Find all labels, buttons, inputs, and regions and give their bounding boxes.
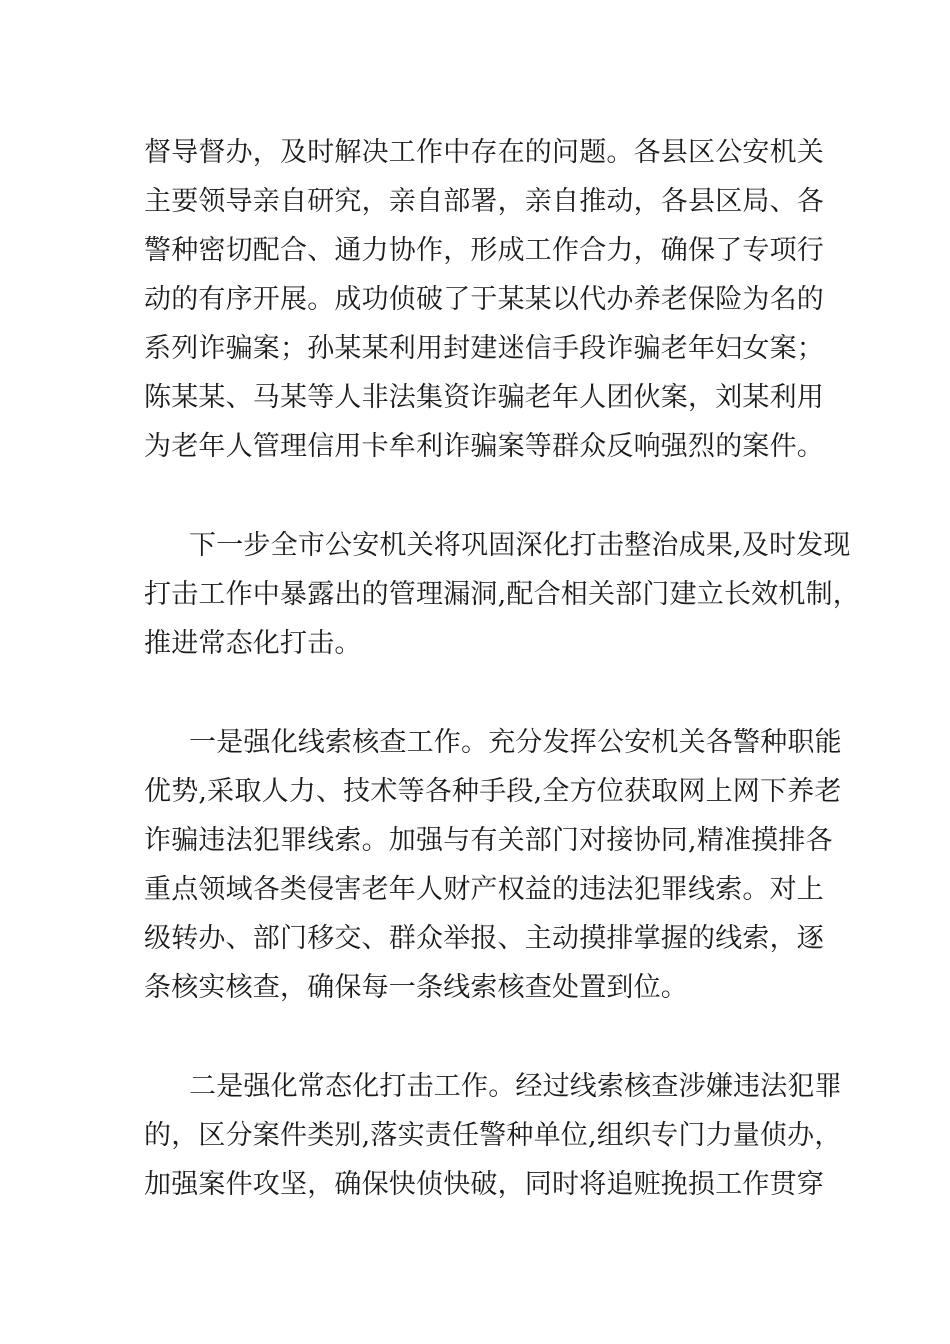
paragraph-2-line-3: 推进常态化打击。 [144,628,362,659]
paragraph-1-line-6: 陈某某、马某等人非法集资诈骗老年人团伙案，刘某利用 [144,382,824,413]
paragraph-3-line-2: 优势,采取人力、技术等各种手段,全方位获取网上网下养老 [144,776,842,807]
paragraph-1-line-1: 督导督办，及时解决工作中存在的问题。各县区公安机关 [144,137,824,168]
paragraph-2-line-2: 打击工作中暴露出的管理漏洞,配合相关部门建立长效机制， [144,579,860,610]
paragraph-1-line-4: 动的有序开展。成功侦破了于某某以代办养老保险为名的 [144,284,824,315]
paragraph-3-line-1: 一是强化线索核查工作。充分发挥公安机关各警种职能 [189,727,842,758]
paragraph-3-line-5: 级转办、部门移交、群众举报、主动摸排掌握的线索，逐 [144,923,824,954]
paragraph-3-line-4: 重点领域各类侵害老年人财产权益的违法犯罪线索。对上 [144,874,824,905]
paragraph-3-line-3: 诈骗违法犯罪线索。加强与有关部门对接协同,精准摸排各 [144,825,833,856]
paragraph-1-line-7: 为老年人管理信用卡牟利诈骗案等群众反响强烈的案件。 [144,431,824,462]
paragraph-1-line-5: 系列诈骗案；孙某某利用封建迷信手段诈骗老年妇女案； [144,333,824,364]
paragraph-1-line-2: 主要领导亲自研究，亲自部署，亲自推动，各县区局、各 [144,186,824,217]
paragraph-4-line-1: 二是强化常态化打击工作。经过线索核查涉嫌违法犯罪 [189,1071,842,1102]
paragraph-4-line-2: 的，区分案件类别,落实责任警种单位,组织专门力量侦办， [144,1120,842,1151]
paragraph-3-line-6: 条核实核查，确保每一条线索核查处置到位。 [144,972,688,1003]
paragraph-2-line-1: 下一步全市公安机关将巩固深化打击整治成果,及时发现 [189,530,851,561]
paragraph-1-line-3: 警种密切配合、通力协作，形成工作合力，确保了专项行 [144,235,824,266]
paragraph-4-line-3: 加强案件攻坚，确保快侦快破，同时将追赃挽损工作贯穿 [144,1169,824,1200]
